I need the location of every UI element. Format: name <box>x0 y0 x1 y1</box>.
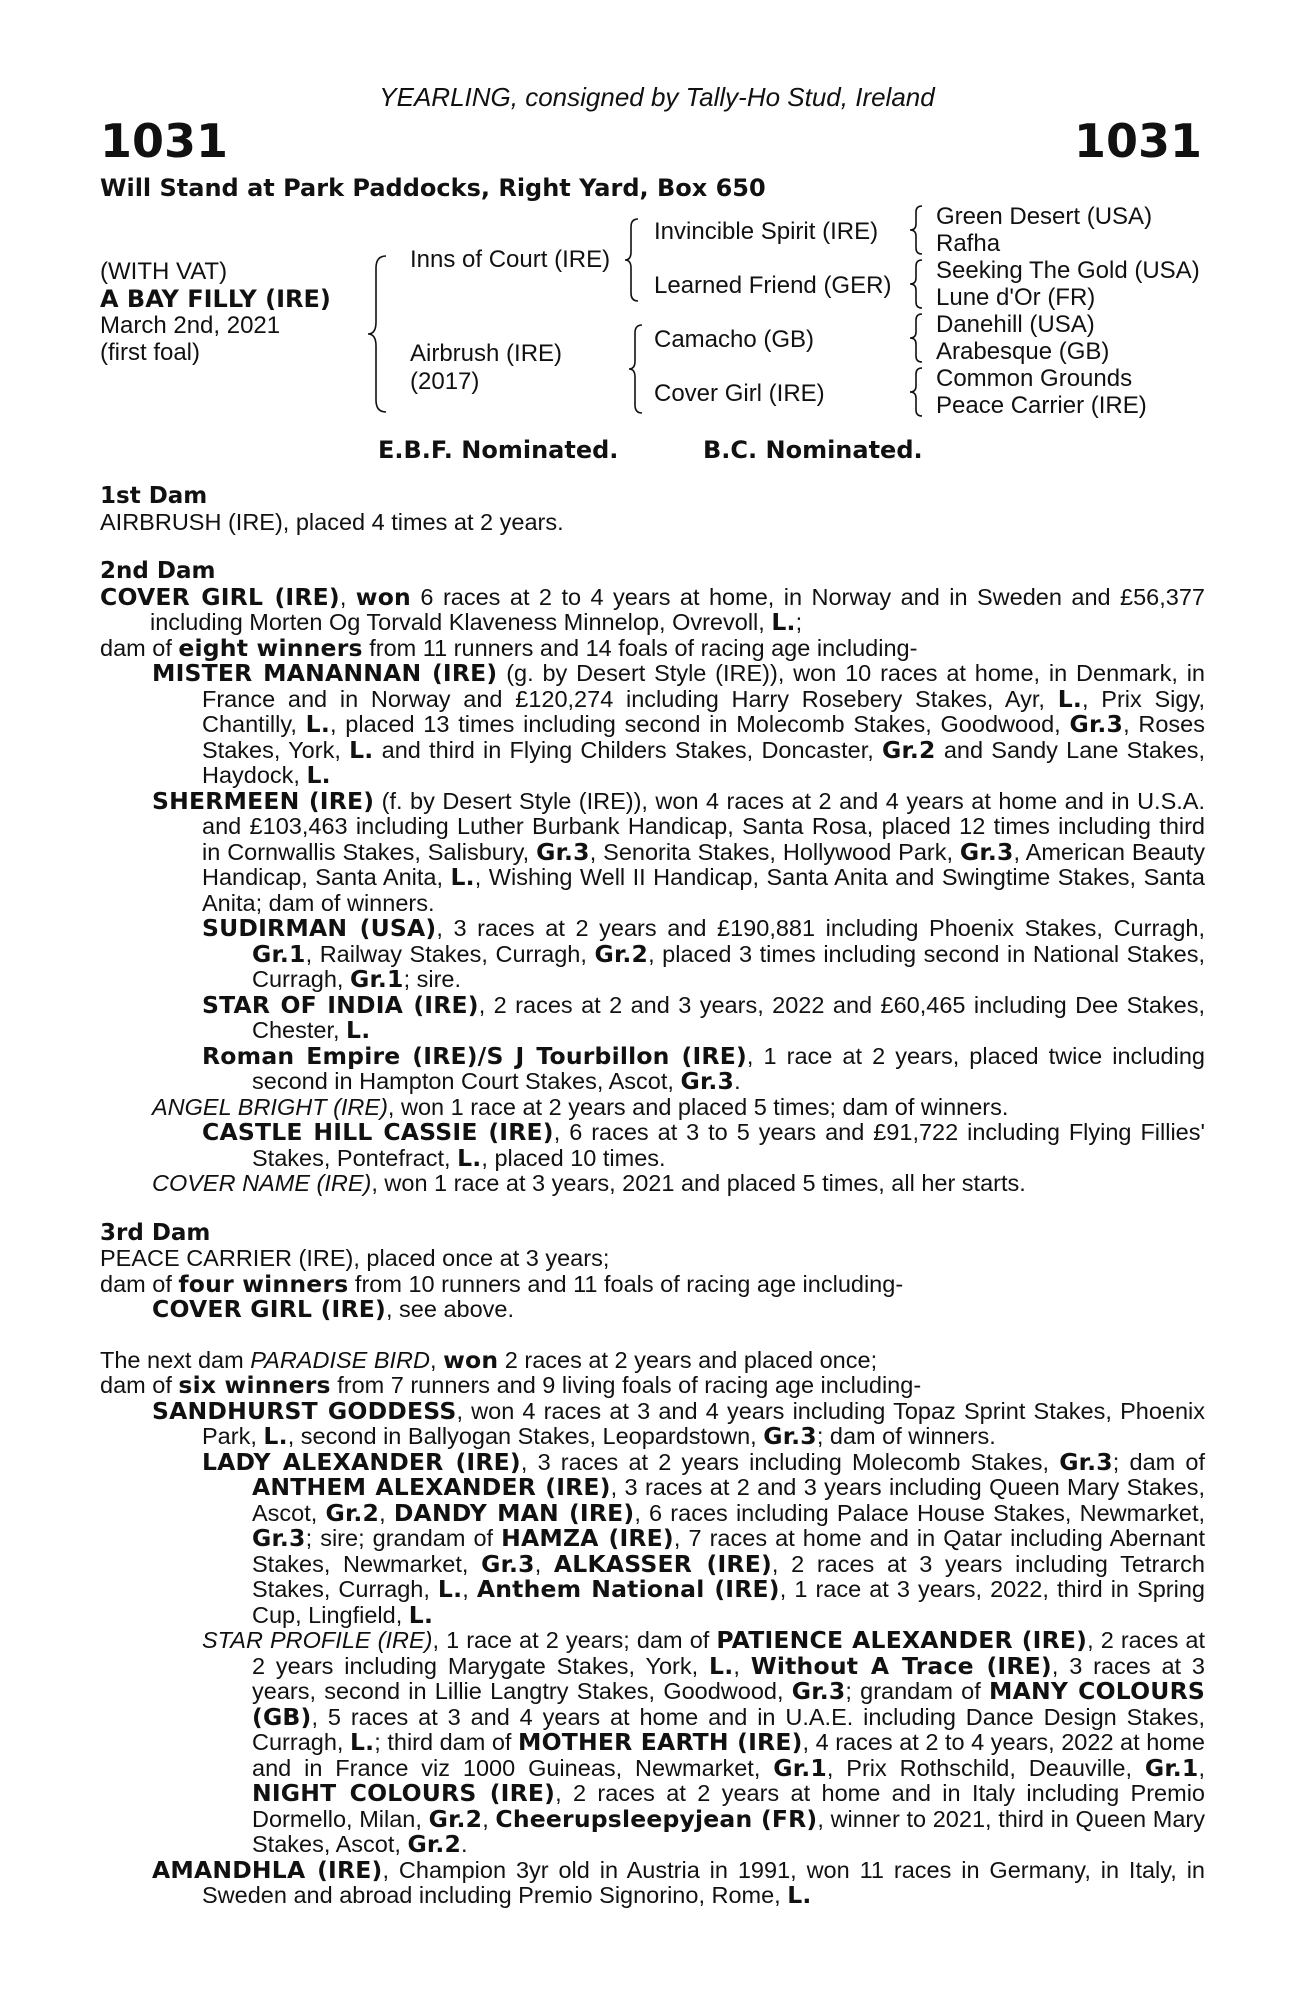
produce-sudirman: SUDIRMAN (USA), 3 races at 2 years and £190,881 including Phoenix Stakes, Curragh, Gr.1, Railway Stakes, Curragh, Gr.2, placed 3 times including second in National Stakes, Curragh, Gr.1; sire. <box>202 914 1206 993</box>
pedigree-bracket-main <box>372 256 392 412</box>
first-dam-text: AIRBRUSH (IRE), placed 4 times at 2 years. <box>100 508 564 535</box>
produce-sandhurst-goddess: SANDHURST GODDESS, won 4 races at 3 and 4 years including Topaz Sprint Stakes, Phoenix Park, L., second in Ballyogan Stakes, Leopardstown, Gr.3; dam of winners. <box>152 1396 1206 1450</box>
dam-sire: Camacho (GB) <box>654 326 815 353</box>
produce-star-of-india: STAR OF INDIA (IRE), 2 races at 2 and 3 years, 2022 and £60,465 including Dee Stakes, Chester, L. <box>202 990 1205 1044</box>
produce-cover-name: COVER NAME (IRE), won 1 race at 3 years, 2021 and placed 5 times, all her starts. <box>152 1170 1026 1196</box>
second-dam-entry: COVER GIRL (IRE), won 6 races at 2 to 4 years at home, in Norway and in Sweden and £56,377 including Morten Og Torvald Klaveness Minnelop, Ovrevoll, L.; <box>100 582 1205 636</box>
dam: Airbrush (IRE) <box>410 340 563 367</box>
gen3-bracket-1 <box>910 204 924 256</box>
produce-lady-alexander: LADY ALEXANDER (IRE), 3 races at 2 years including Molecomb Stakes, Gr.3; dam of ANTHEM ALEXANDER (IRE), 3 races at 2 and 3 years including Queen Mary Stakes, Ascot, Gr.2, DANDY MAN (IRE), 6 races including Palace House Stakes, Newmarket, Gr.3; sire; grandam of HAMZA (IRE), 7 races at home and in Qatar including Abernant Stakes, Newmarket, Gr.3, ALKASSER (IRE), 2 races at 3 years including Tetrarch Stakes, Curragh, L., Anthem National (IRE), 1 race at 3 years, 2022, third in Spring Cup, Lingfield, L. <box>202 1447 1206 1629</box>
dss: Danehill (USA) <box>936 311 1095 338</box>
lot-number-left: 1031 <box>100 114 229 168</box>
sire: Inns of Court (IRE) <box>410 246 611 273</box>
produce-angel-bright: ANGEL BRIGHT (IRE), won 1 race at 2 years and placed 5 times; dam of winners. <box>152 1093 1009 1120</box>
produce-shermeen: SHERMEEN (IRE) (f. by Desert Style (IRE)), won 4 races at 2 and 4 years at home and in U.S.A. and £103,463 including Luther Burbank Handicap, Santa Rosa, placed 12 times including third in Cornwallis Stakes, Salisbury, Gr.3, Senorita Stakes, Hollywood Park, Gr.3, American Beauty Handicap, Santa Anita, L., Wishing Well II Handicap, Santa Anita and Swingtime Stakes, Santa Anita; dam of winners. <box>152 786 1205 916</box>
horse-name: A BAY FILLY (IRE) <box>100 285 331 313</box>
bc-nomination: B.C. Nominated. <box>703 436 923 464</box>
sire-bracket <box>626 219 644 301</box>
third-dam-produce-cover-girl: COVER GIRL (IRE), see above. <box>152 1295 515 1323</box>
dsd: Arabesque (GB) <box>936 338 1110 365</box>
third-dam-text: PEACE CARRIER (IRE), placed once at 3 years; <box>100 1245 610 1271</box>
dam-dam: Cover Girl (IRE) <box>654 380 825 407</box>
produce-roman-empire: Roman Empire (IRE)/S J Tourbillon (IRE), 1 race at 2 years, placed twice including second in Hampton Court Stakes, Ascot, Gr.3. <box>202 1041 1205 1095</box>
produce-castle-hill-cassie: CASTLE HILL CASSIE (IRE), 6 races at 3 to 5 years and £91,722 including Flying Fillies' Stakes, Pontefract, L., placed 10 times. <box>202 1118 1205 1172</box>
next-dam-text: The next dam PARADISE BIRD, won 2 races at 2 years and placed once; <box>100 1345 878 1374</box>
produce-mister-manannan: MISTER MANANNAN (IRE) (g. by Desert Style (IRE)), won 10 races at home, in Denmark, in France and in Norway and £120,274 including Harry Rosebery Stakes, Ayr, L., Prix Sigy, Chantilly, L., placed 13 times including second in Molecomb Stakes, Goodwood, Gr.3, Roses Stakes, York, L. and third in Flying Childers Stakes, Doncaster, Gr.2 and Sandy Lane Stakes, Haydock, L. <box>152 659 1206 789</box>
first-dam-heading: 1st Dam <box>100 483 208 509</box>
produce-star-profile: STAR PROFILE (IRE), 1 race at 2 years; dam of PATIENCE ALEXANDER (IRE), 2 races at 2 years including Marygate Stakes, York, L., Without A Trace (IRE), 3 races at 3 years, second in Lillie Langtry Stakes, Goodwood, Gr.3; grandam of MANY COLOURS (GB), 5 races at 3 and 4 years at home and in U.A.E. including Dance Design Stakes, Curragh, L.; third dam of MOTHER EARTH (IRE), 4 races at 2 to 4 years, 2022 at home and in France viz 1000 Guineas, Newmarket, Gr.1, Prix Rothschild, Deauville, Gr.1, NIGHT COLOURS (IRE), 2 races at 2 years at home and in Italy including Premio Dormello, Milan, Gr.2, Cheerupsleepyjean (FR), winner to 2021, third in Queen Mary Stakes, Ascot, Gr.2. <box>202 1626 1205 1858</box>
horse-dob: March 2nd, 2021 <box>100 312 281 339</box>
second-dam-produce-summary: dam of eight winners from 11 runners and 14 foals of racing age including- <box>100 633 918 662</box>
dam-year: (2017) <box>410 368 480 395</box>
second-dam-heading: 2nd Dam <box>100 558 216 584</box>
produce-amandhla: AMANDHLA (IRE), Champion 3yr old in Austria in 1991, won 11 races in Germany, in Italy, in Sweden and abroad including Premio Signorino, Rome, L. <box>152 1855 1206 1909</box>
sds: Seeking The Gold (USA) <box>936 257 1200 284</box>
gen3-bracket-2 <box>910 258 924 310</box>
third-dam-produce-summary: dam of four winners from 10 runners and 11 foals of racing age including- <box>100 1269 904 1298</box>
catalogue-header: YEARLING, consigned by Tally-Ho Stud, Ireland <box>379 82 935 112</box>
horse-note: (first foal) <box>100 339 201 366</box>
dam-bracket <box>630 325 648 413</box>
sss: Green Desert (USA) <box>936 203 1153 230</box>
ssd: Rafha <box>936 230 1001 257</box>
ddd: Peace Carrier (IRE) <box>936 392 1147 419</box>
stand-location: Will Stand at Park Paddocks, Right Yard, Box 650 <box>100 174 766 202</box>
ebf-nomination: E.B.F. Nominated. <box>378 436 619 464</box>
next-dam-produce-summary: dam of six winners from 7 runners and 9 living foals of racing age including- <box>100 1371 922 1399</box>
dds: Common Grounds <box>936 365 1133 392</box>
third-dam-heading: 3rd Dam <box>100 1219 211 1246</box>
sire-sire: Invincible Spirit (IRE) <box>654 218 879 245</box>
sire-dam: Learned Friend (GER) <box>654 272 892 299</box>
catalogue-body <box>100 484 1205 1909</box>
sdd: Lune d'Or (FR) <box>936 284 1096 311</box>
gen3-bracket-3 <box>910 312 924 364</box>
lot-number-right: 1031 <box>1073 114 1202 168</box>
gen3-bracket-4 <box>910 366 924 418</box>
vat-note: (WITH VAT) <box>100 258 228 285</box>
